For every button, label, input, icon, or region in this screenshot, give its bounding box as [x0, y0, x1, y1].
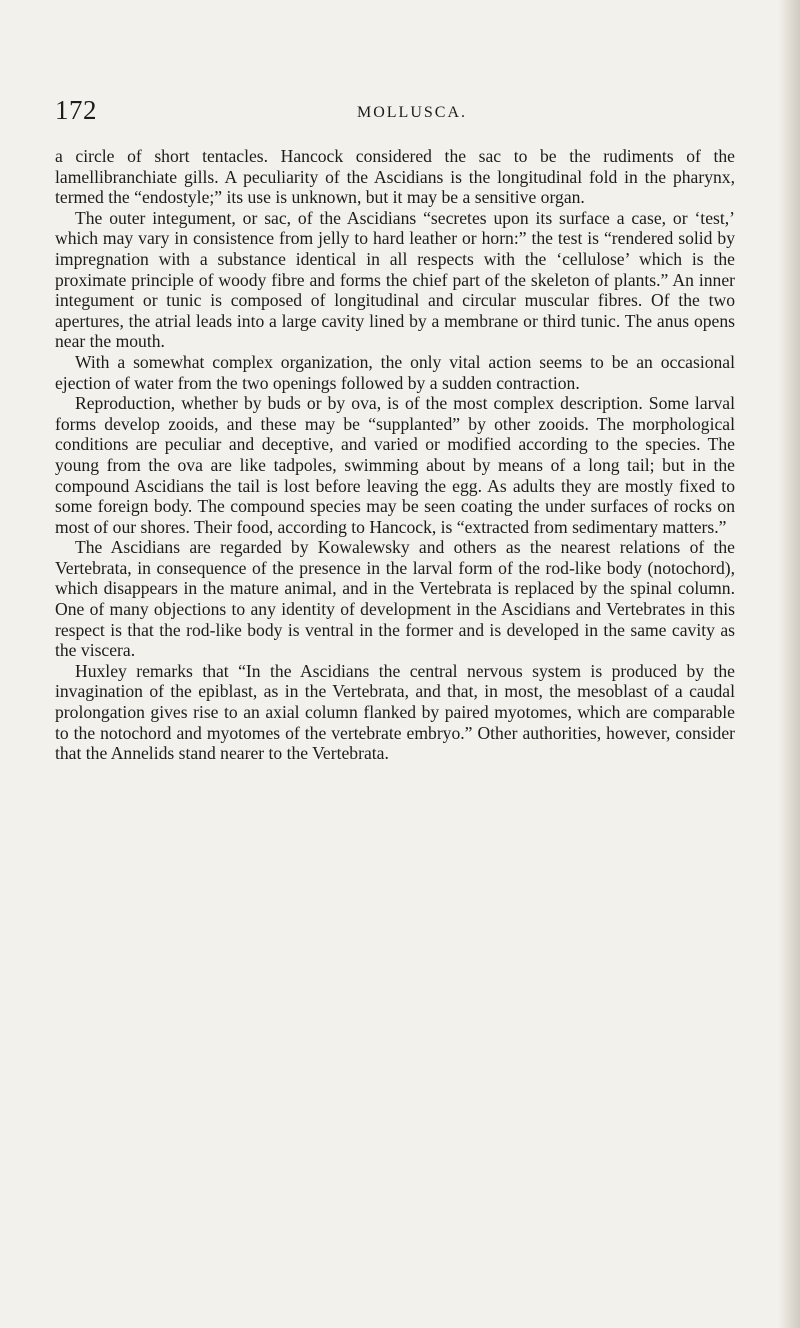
page-edge-shadow: [778, 0, 800, 1328]
paragraph-3: With a somewhat complex organization, the only vital action seems to be an occasional ejection of water from the two openings followed by a sudden contraction.: [55, 351, 735, 393]
running-title: MOLLUSCA.: [357, 104, 468, 121]
paragraph-6: Huxley remarks that “In the Ascidians the central nervous system is produced by the invagination of the epiblast, as in the Vertebrata, and that, in most, the mesoblast of a caudal prolongation gives rise to an axial column flanked by paired myotomes, which are comparable to the notochord and myotomes of the vertebrate embryo.” Other authorities, however, consider that the Annelids stand nearer to the Vertebrata.: [55, 660, 735, 764]
paragraph-1: a circle of short tentacles. Hancock considered the sac to be the rudiments of the lamellibranchiate gills. A peculiarity of the Ascidians is the longitudinal fold in the pharynx, termed the “endostyle;” its use is unknown, but it may be a sensitive organ.: [55, 146, 735, 208]
paragraph-2: The outer integument, or sac, of the Ascidians “secretes upon its surface a case, or ‘test,’ which may vary in consistence from jelly to hard leather or horn:” the test is “rendered solid by impregnation with a substance identical in all respects with the ‘cellulose’ which is the proximate principle of woody fibre and forms the chief part of the skeleton of plants.” An inner integument or tunic is composed of longitudinal and circular muscular fibres. Of the two apertures, the atrial leads into a large cavity lined by a membrane or third tunic. The anus opens near the mouth.: [55, 207, 735, 352]
paragraph-4: Reproduction, whether by buds or by ova, is of the most complex description. Some larval forms develop zooids, and these may be “supplanted” by other zooids. The morphological conditions are peculiar and deceptive, and varied or modified according to the species. The young from the ova are like tadpoles, swimming about by means of a long tail; but in the compound Ascidians the tail is lost before leaving the egg. As adults they are mostly fixed to some foreign body. The compound species may be seen coating the under surfaces of rocks on most of our shores. Their food, according to Hancock, is “extracted from sedimentary matters.”: [55, 393, 735, 537]
paragraph-5: The Ascidians are regarded by Kowalewsky and others as the nearest relations of the Vertebrata, in consequence of the presence in the larval form of the rod-like body (notochord), which disappears in the mature animal, and in the Vertebrata is replaced by the spinal column. One of many objections to any identity of development in the Ascidians and Vertebrates in this respect is that the rod-like body is ventral in the former and is developed in the same cavity as the viscera.: [55, 537, 735, 661]
body-text: [55, 146, 735, 764]
page-number: 172: [55, 95, 97, 125]
page-header: [55, 95, 735, 135]
